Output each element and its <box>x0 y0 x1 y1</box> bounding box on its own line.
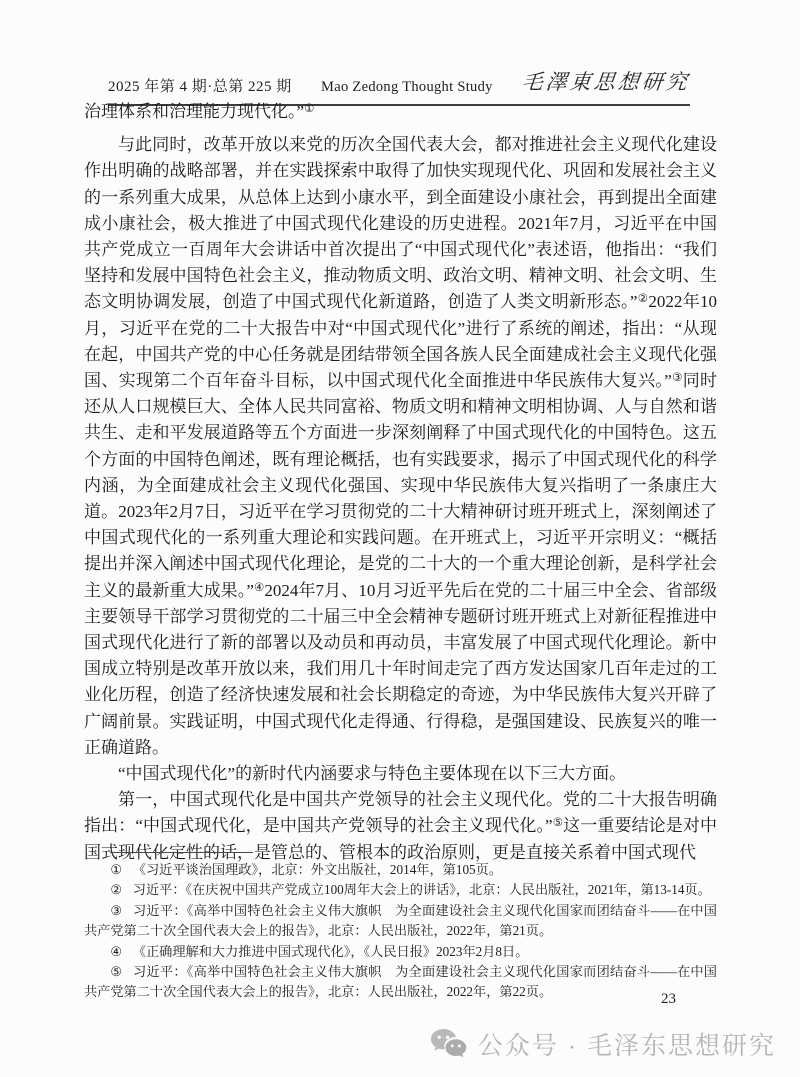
body-text-segment: 同时还从人口规模巨大、全体人民共同富裕、物质文明和精神文明相协调、人与自然和谐共生、走和平发展道路等五个方面进一步深刻阐释了中国式现代化的中国特色。这五个方面的中国特色阐述，既有理论概括，也有实践要求，揭示了中国式现代化的科学内涵，为全面建成社会主义现代化强国、实现中华民族伟大复兴指明了一条康庄大道。2023年2月7日，习近平在学习贯彻党的二十大精神研讨班开班式上，深刻阐述了中国式现代化的一系列重大理论和实践问题。在开班式上，习近平开宗明义：“概括提出并深入阐述中国式现代化理论，是党的二十大的一个重大理论创新，是科学社会主义的最新重大成果。” <box>84 371 718 600</box>
footnote-item <box>84 942 717 962</box>
footnote-text: 《习近平谈治国理政》，北京：外文出版社，2014年，第105页。 <box>132 862 503 877</box>
footnote-marker: ② <box>110 882 123 898</box>
footnote-text: 习近平：《高举中国特色社会主义伟大旗帜 为全面建设社会主义现代化国家而团结奋斗——在中国共产党第二十次全国代表大会上的报告》，北京：人民出版社，2022年，第21页。 <box>84 902 717 939</box>
body-text-segment: 这一重要结论是对中国式现代化定性的话，是管总的、管根本的政治原则，更是直接关系着中国式现代 <box>84 816 718 862</box>
body-text-segment: 治理体系和治理能力现代化。” <box>84 102 305 121</box>
body-text-segment: 与此同时，改革开放以来党的历次全国代表大会，都对推进社会主义现代化建设作出明确的战略部署，并在实践探索中取得了加快实现现代化、巩固和发展社会主义的一系列重大成果，从总体上达到小康水平，到全面建设小康社会，再到提出全面建成小康社会，极大推进了中国式现代化建设的历史进程。2021年7月，习近平在中国共产党成立一百周年大会讲话中首次提出了“中国式现代化”表述语，他指出：“我们坚持和发展中国特色社会主义，推动物质文明、政治文明、精神文明、社会文明、生态文明协调发展，创造了中国式现代化新道路，创造了人类文明新形态。” <box>84 135 717 312</box>
body-paragraph <box>84 787 717 866</box>
watermark-text: 公众号 · 毛泽东思想研究 <box>477 1032 776 1060</box>
footnote-item <box>84 860 717 880</box>
footnotes <box>84 860 717 1003</box>
footnote-ref: ④ <box>253 581 265 594</box>
footnote-ref: ⑤ <box>552 817 564 830</box>
body-text-segment: “中国式现代化”的新时代内涵要求与特色主要体现在以下三大方面。 <box>118 764 627 784</box>
footnote-item <box>84 901 717 942</box>
footnote-text: 《正确理解和大力推进中国式现代化》，《人民日报》2023年2月8日。 <box>132 943 529 959</box>
watermark <box>430 1026 776 1062</box>
body-text-segment: 2022年10月，习近平在党的二十大报告中对“中国式现代化”进行了系统的阐述，指出：“从现在起，中国共产党的中心任务就是团结带领全国各族人民全面建成社会主义现代化强国、实现第二个百年奋斗目标，以中国式现代化全面推进中华民族伟大复兴。” <box>84 292 718 391</box>
footnote-marker: ① <box>110 862 123 877</box>
footnote-marker: ⑤ <box>110 964 123 980</box>
page-number: 23 <box>661 991 676 1007</box>
header-journal-title-en: Mao Zedong Thought Study <box>321 79 493 95</box>
footnote-ref: ① <box>304 102 315 115</box>
footnote-separator <box>110 852 253 853</box>
footnote-text: 习近平：《高举中国特色社会主义伟大旗帜 为全面建设社会主义现代化国家而团结奋斗——在中国共产党第二十次全国代表大会上的报告》，北京：人民出版社，2022年，第22页。 <box>84 964 717 1000</box>
body-text-segment: 第一，中国式现代化是中国共产党领导的社会主义现代化。党的二十大报告明确指出：“中国式现代化，是中国共产党领导的社会主义现代化。” <box>84 790 717 836</box>
body-text-segment: 2024年7月、10月习近平先后在党的二十届三中全会、省部级主要领导干部学习贯彻党的二十届三中全会精神专题研讨班开班式上对新征程推进中国式现代化进行了新的部署以及动员和再动员，丰富发展了中国式现代化理论。新中国成立特别是改革开放以来，我们用几十年时间走完了西方发达国家几百年走过的工业化历程，创造了经济快速发展和社会长期稳定的奇迹，为中华民族伟大复兴开辟了广阔前景。实践证明，中国式现代化走得通、行得稳，是强国建设、民族复兴的唯一正确道路。 <box>84 580 718 757</box>
header-journal-calligraphy: 毛澤東思想研究 <box>520 70 692 94</box>
footnote-text: 习近平：《在庆祝中国共产党成立100周年大会上的讲话》，北京：人民出版社，2021年，第13-14页。 <box>132 882 711 898</box>
header-issue-info: 2025 年第 4 期·总第 225 期 <box>108 79 292 95</box>
body-paragraph <box>84 132 717 761</box>
footnote-marker: ③ <box>110 902 123 918</box>
footnote-item <box>84 880 717 900</box>
body-paragraph <box>84 761 717 787</box>
wechat-icon <box>430 1028 467 1061</box>
body-paragraph <box>84 99 717 125</box>
footnote-marker: ④ <box>110 943 123 959</box>
footnote-ref: ② <box>637 293 649 306</box>
footnote-ref: ③ <box>671 371 683 384</box>
body-text <box>84 99 717 866</box>
